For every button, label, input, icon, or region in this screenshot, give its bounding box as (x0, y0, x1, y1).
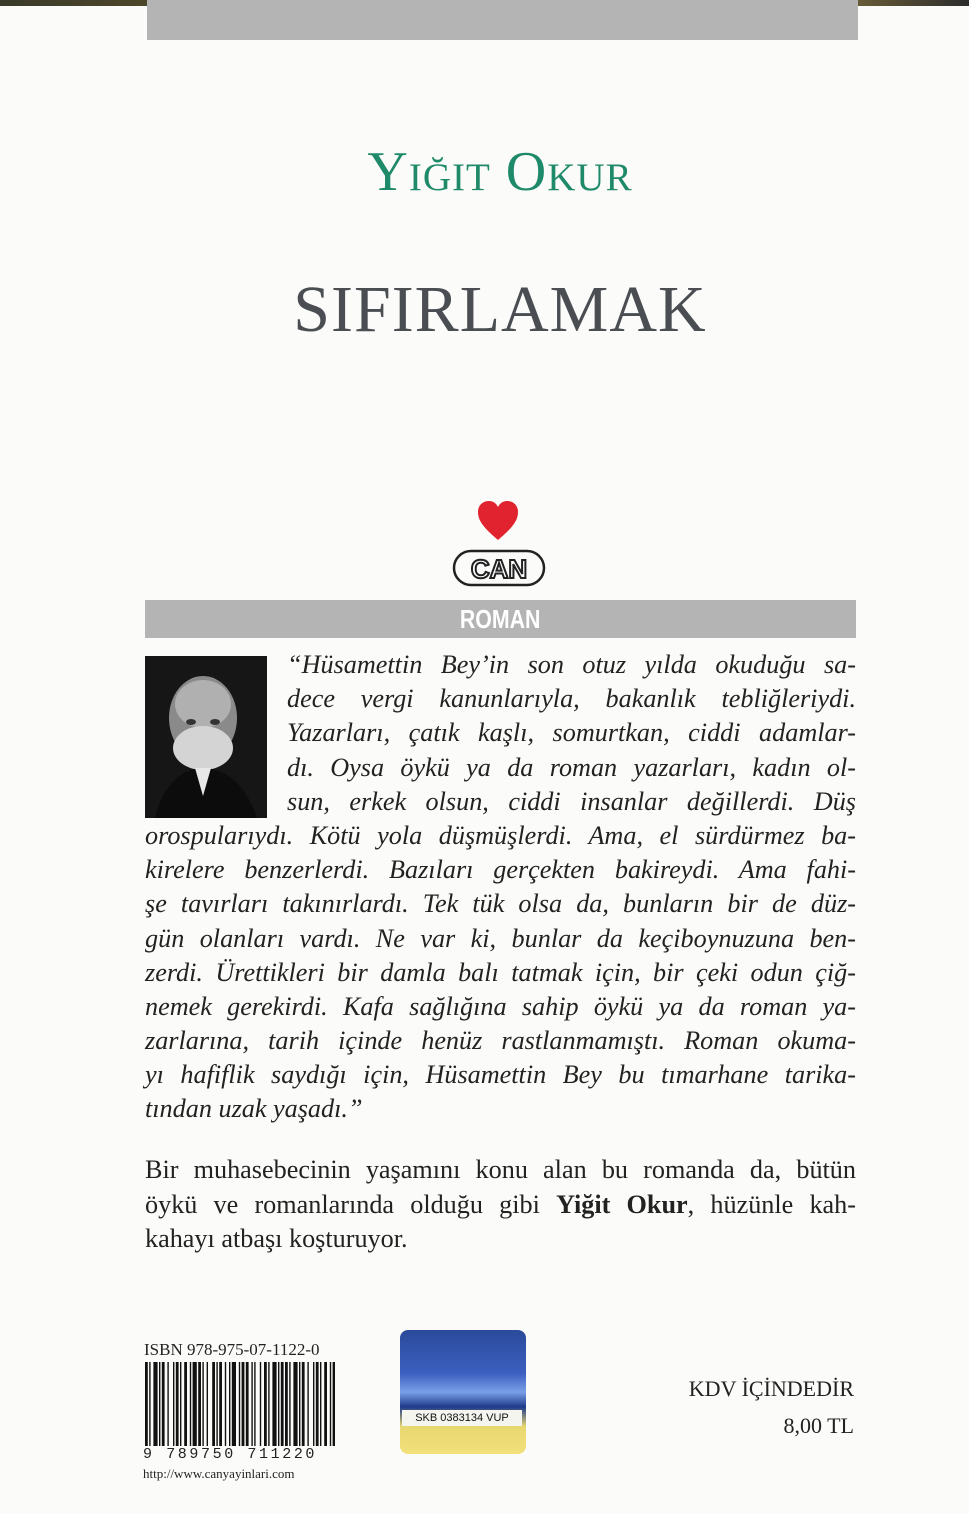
barcode-bar (216, 1362, 217, 1446)
barcode-bar (145, 1362, 148, 1446)
quote-line: gün olanları vardı. Ne var ki, bunlar da keçiboynuzuna ben- (145, 923, 856, 953)
barcode (143, 1362, 335, 1446)
barcode-bar (202, 1362, 203, 1446)
quote-line: dı. Oysa öykü ya da roman yazarları, kadın ol- (287, 752, 856, 782)
barcode-bar (324, 1362, 327, 1446)
barcode-bar (293, 1362, 297, 1446)
barcode-bar (302, 1362, 305, 1446)
quote-line: “Hüsamettin Bey’in son otuz yılda okuduğu sa- (287, 650, 856, 679)
barcode-bar (232, 1362, 236, 1446)
barcode-bar (260, 1362, 261, 1446)
quote-line: zarlarına, tarih içinde henüz rastlanmamıştı. Roman okuma- (145, 1026, 856, 1056)
barcode-bar (198, 1362, 201, 1446)
barcode-bar (264, 1362, 267, 1446)
author-name-bold: Yiğit Okur (556, 1189, 688, 1219)
barcode-bar (212, 1362, 215, 1446)
barcode-bar (162, 1362, 165, 1446)
genre-label: ROMAN (460, 604, 541, 634)
barcode-bar (193, 1362, 197, 1446)
barcode-bar (239, 1362, 240, 1446)
quote-line: sun, erkek olsun, ciddi insanlar değillerdi. Düş (287, 786, 856, 816)
barcode-bar (307, 1362, 308, 1446)
barcode-bar (285, 1362, 288, 1446)
heart-icon (476, 500, 520, 544)
barcode-bar (180, 1362, 181, 1446)
barcode-bar (190, 1362, 191, 1446)
description-line: Bir muhasebecinin yaşamını konu alan bu romanda da, bütün (145, 1155, 856, 1184)
excerpt-quote (145, 648, 856, 1127)
book-title: SIFIRLAMAK (293, 273, 707, 346)
barcode-bar (278, 1362, 279, 1446)
description-line: öykü ve romanlarında olduğu gibi Yiğit Okur, hüzünle kah- (145, 1189, 856, 1219)
barcode-bar (313, 1362, 314, 1446)
barcode-bar (219, 1362, 222, 1446)
barcode-bar (225, 1362, 226, 1446)
barcode-bar (167, 1362, 168, 1446)
quote-line: dece vergi kanunlarıyla, bakanlık tebliğleriydi. (287, 684, 856, 714)
barcode-bar (184, 1362, 187, 1446)
barcode-bar (176, 1362, 179, 1446)
barcode-bar (316, 1362, 319, 1446)
quote-line: tından uzak yaşadı.” (145, 1094, 363, 1124)
price: 8,00 TL (783, 1413, 854, 1438)
tax-note: KDV İÇİNDEDİR (688, 1376, 854, 1401)
barcode-bar (254, 1362, 255, 1446)
barcode-bar (330, 1362, 331, 1446)
quote-line: şe tavırları takınırlardı. Tek tük olsa da, bunların bir de düz- (145, 889, 856, 919)
quote-line: zerdi. Ürettikleri bir damla balı tatmak için, bir çeki odun çiğ- (145, 957, 856, 987)
quote-line: yı hafiflik saydığı için, Hüsamettin Bey bu tımarhane tarika- (145, 1060, 856, 1090)
isbn-number: ISBN 978-975-07-1122-0 (144, 1340, 320, 1359)
publisher-logo (452, 548, 546, 588)
barcode-bar (281, 1362, 284, 1446)
barcode-bar (268, 1362, 269, 1446)
barcode-bar (173, 1362, 174, 1446)
security-hologram-sticker (400, 1330, 526, 1454)
barcode-bar (246, 1362, 249, 1446)
quote-line: nemek gerekirdi. Kafa sağlığına sahip öykü ya da roman ya- (145, 991, 856, 1021)
barcode-bar (149, 1362, 150, 1446)
barcode-bar (153, 1362, 157, 1446)
publisher-logo-text: CAN (470, 554, 528, 584)
sticker-code: SKB 0383134 VUP (402, 1410, 522, 1426)
book-description (145, 1153, 856, 1257)
barcode-bar (320, 1362, 321, 1446)
quote-line: orospularıydı. Kötü yola düşmüşlerdi. Ama, el sürdürmez ba- (145, 820, 856, 850)
barcode-bar (289, 1362, 290, 1446)
genre-band (145, 600, 856, 638)
top-gray-band (147, 0, 858, 40)
barcode-bar (159, 1362, 160, 1446)
quote-line: kirelere benzerlerdi. Bazıları gerçekten bakireydi. Ama fahi- (145, 855, 856, 885)
barcode-bar (207, 1362, 208, 1446)
publisher-website: http://www.canyayinlari.com (143, 1466, 295, 1481)
barcode-digits: 9 789750 711220 (143, 1446, 318, 1463)
barcode-bar (299, 1362, 300, 1446)
barcode-bar (242, 1362, 245, 1446)
author-name: Yiğit Okur (367, 141, 633, 203)
quote-line: Yazarları, çatık kaşlı, somurtkan, ciddi adamlar- (287, 718, 856, 748)
description-line: kahayı atbaşı koşturuyor. (145, 1224, 408, 1253)
barcode-bar (333, 1362, 335, 1446)
barcode-bar (251, 1362, 252, 1446)
barcode-bar (229, 1362, 230, 1446)
barcode-bar (272, 1362, 276, 1446)
